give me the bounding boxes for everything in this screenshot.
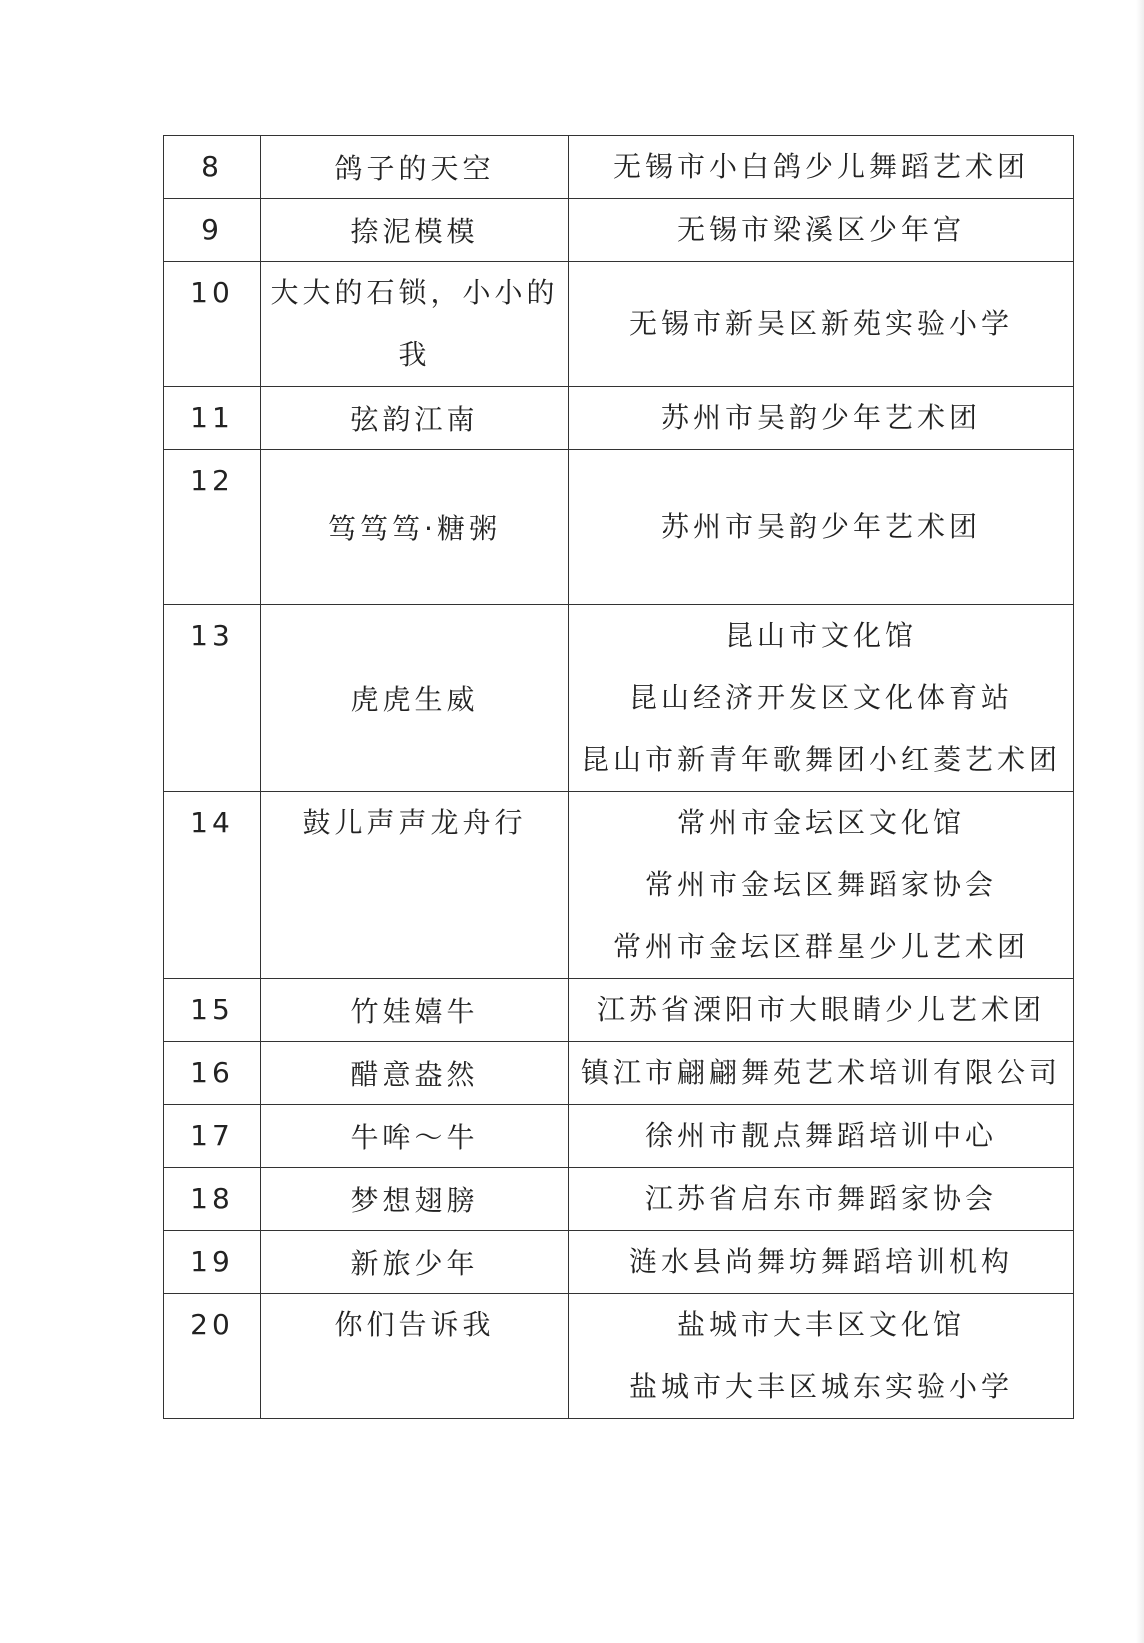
organization-cell <box>569 136 1074 199</box>
program-name: 弦韵江南 <box>350 403 479 436</box>
table-row <box>164 979 1074 1042</box>
organization-cell <box>569 450 1074 605</box>
row-number-cell <box>164 792 261 979</box>
organization-name: 盐城市大丰区城东实验小学 <box>628 1370 1013 1403</box>
organization-name: 昆山市新青年歌舞团小红菱艺术团 <box>580 743 1061 776</box>
organization-name: 无锡市小白鸽少儿舞蹈艺术团 <box>612 150 1029 183</box>
table-row <box>164 1231 1074 1294</box>
table-row <box>164 605 1074 792</box>
table-row <box>164 1168 1074 1231</box>
table-row <box>164 450 1074 605</box>
row-number-cell <box>164 1105 261 1168</box>
row-number: 10 <box>190 276 234 309</box>
organization-cell <box>569 1168 1074 1231</box>
organization-name: 苏州市吴韵少年艺术团 <box>660 401 981 434</box>
organization-name: 无锡市梁溪区少年宫 <box>676 213 965 246</box>
program-name: 虎虎生威 <box>350 683 479 716</box>
row-number: 17 <box>190 1119 234 1152</box>
organization-name: 常州市金坛区文化馆 <box>676 806 965 839</box>
row-number: 13 <box>190 619 234 652</box>
program-name-cell <box>261 1294 569 1419</box>
program-name: 醋意盎然 <box>350 1058 479 1091</box>
organization-cell <box>569 605 1074 792</box>
program-name-cell <box>261 199 569 262</box>
program-name: 笃笃笃·糖粥 <box>328 512 501 545</box>
row-number-cell <box>164 1168 261 1231</box>
organization-name: 常州市金坛区舞蹈家协会 <box>644 868 997 901</box>
row-number: 15 <box>190 993 234 1026</box>
program-name-cell <box>261 136 569 199</box>
row-number-cell <box>164 1231 261 1294</box>
program-name-cell <box>261 792 569 979</box>
table-row <box>164 136 1074 199</box>
row-number-cell <box>164 1042 261 1105</box>
program-name: 梦想翅膀 <box>350 1184 479 1217</box>
program-name-cell <box>261 387 569 450</box>
program-name: 鸽子的天空 <box>334 152 495 185</box>
table-row <box>164 1105 1074 1168</box>
table-row <box>164 792 1074 979</box>
organization-name: 江苏省启东市舞蹈家协会 <box>644 1182 997 1215</box>
organization-cell <box>569 1105 1074 1168</box>
row-number-cell <box>164 1294 261 1419</box>
row-number-cell <box>164 605 261 792</box>
row-number-cell <box>164 387 261 450</box>
organization-name: 涟水县尚舞坊舞蹈培训机构 <box>628 1245 1013 1278</box>
table-row <box>164 262 1074 387</box>
organization-cell <box>569 387 1074 450</box>
program-name-cell <box>261 605 569 792</box>
program-name-cell <box>261 1231 569 1294</box>
program-name-cell <box>261 1168 569 1231</box>
row-number-cell <box>164 136 261 199</box>
organization-name: 昆山经济开发区文化体育站 <box>628 681 1013 714</box>
table-row <box>164 1042 1074 1105</box>
table-row <box>164 387 1074 450</box>
program-name: 新旅少年 <box>350 1247 479 1280</box>
program-name: 大大的石锁，小小的我 <box>270 276 559 371</box>
row-number: 8 <box>201 150 223 183</box>
row-number-cell <box>164 979 261 1042</box>
row-number-cell <box>164 262 261 387</box>
organization-cell <box>569 792 1074 979</box>
program-name-cell <box>261 262 569 387</box>
row-number: 16 <box>190 1056 234 1089</box>
program-name-cell <box>261 979 569 1042</box>
program-name: 你们告诉我 <box>334 1308 495 1341</box>
row-number-cell <box>164 450 261 605</box>
row-number-cell <box>164 199 261 262</box>
page-edge <box>1136 0 1144 1643</box>
organization-cell <box>569 262 1074 387</box>
program-name: 捺泥模模 <box>350 215 479 248</box>
row-number: 18 <box>190 1182 234 1215</box>
table-row <box>164 199 1074 262</box>
program-name: 竹娃嬉牛 <box>350 995 479 1028</box>
organization-cell <box>569 1042 1074 1105</box>
organization-cell <box>569 1231 1074 1294</box>
row-number: 19 <box>190 1245 234 1278</box>
organization-name: 常州市金坛区群星少儿艺术团 <box>612 930 1029 963</box>
organization-name: 江苏省溧阳市大眼睛少儿艺术团 <box>596 993 1045 1026</box>
row-number: 20 <box>190 1308 234 1341</box>
organization-name: 盐城市大丰区文化馆 <box>676 1308 965 1341</box>
organization-cell <box>569 1294 1074 1419</box>
program-name-cell <box>261 1105 569 1168</box>
organization-cell <box>569 199 1074 262</box>
organization-cell <box>569 979 1074 1042</box>
program-name-cell <box>261 450 569 605</box>
program-name: 鼓儿声声龙舟行 <box>302 806 527 839</box>
table-row <box>164 1294 1074 1419</box>
row-number: 11 <box>190 401 234 434</box>
program-table <box>163 135 1074 1419</box>
organization-name: 镇江市翩翩舞苑艺术培训有限公司 <box>580 1056 1061 1089</box>
organization-name: 昆山市文化馆 <box>724 619 917 652</box>
program-name: 牛哞～牛 <box>350 1121 479 1154</box>
row-number: 12 <box>190 464 234 497</box>
organization-name: 苏州市吴韵少年艺术团 <box>660 510 981 543</box>
row-number: 14 <box>190 806 234 839</box>
program-name-cell <box>261 1042 569 1105</box>
organization-name: 无锡市新吴区新苑实验小学 <box>628 307 1013 340</box>
organization-name: 徐州市靓点舞蹈培训中心 <box>644 1119 997 1152</box>
row-number: 9 <box>201 213 223 246</box>
